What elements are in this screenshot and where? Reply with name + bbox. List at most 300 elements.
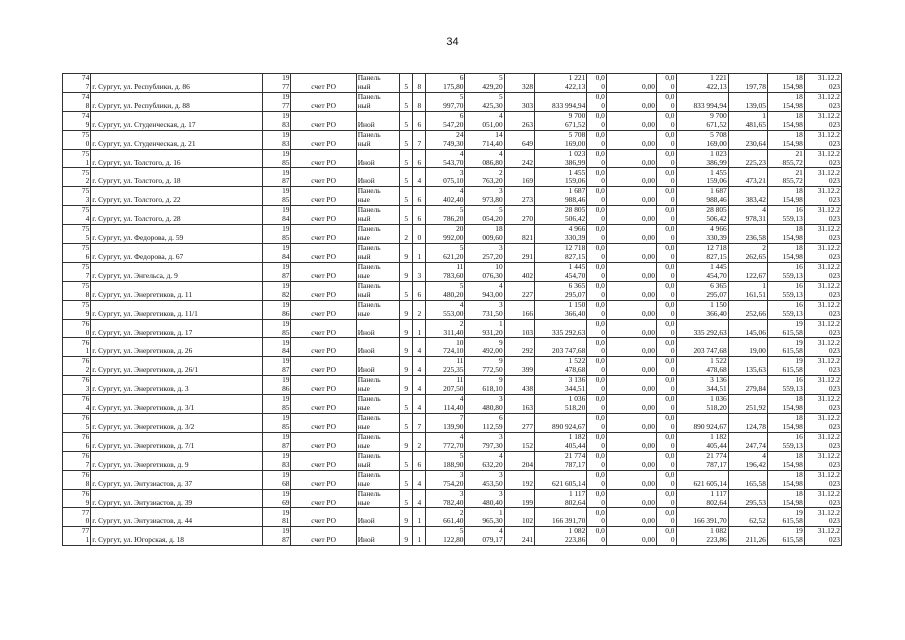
- table-cell-a1: 5 621,20: [426, 244, 465, 263]
- table-cell-r1: 225,23: [728, 149, 767, 168]
- table-cell-dt: 31.12.2 023: [804, 414, 841, 433]
- table-cell-a3: 270: [504, 206, 534, 225]
- table-cell-a2: 2 763,20: [465, 168, 504, 187]
- table-cell-n: 75 4: [63, 206, 91, 225]
- table-cell-s2: 0,00: [606, 300, 656, 319]
- table-cell-a1: 2 661,40: [426, 508, 465, 527]
- table-cell-addr: г. Сургут, ул. Студенческая, д. 17: [91, 111, 263, 130]
- table-cell-en: 4: [413, 489, 426, 508]
- table-row: [63, 432, 842, 451]
- table-cell-s2: 0,00: [606, 357, 656, 376]
- table-cell-acc: счет РО: [291, 187, 356, 206]
- table-cell-mat: Иной: [356, 527, 400, 546]
- table-cell-r1: 165,58: [728, 470, 767, 489]
- table-cell-a3: 277: [504, 414, 534, 433]
- table-cell-r2: 21 855,72: [767, 168, 804, 187]
- table-cell-dt: 31.12.2 023: [804, 338, 841, 357]
- table-cell-s2: 0,00: [606, 527, 656, 546]
- table-cell-a2: 1 965,30: [465, 508, 504, 527]
- table-cell-s3: 166 391,70: [676, 508, 728, 527]
- table-cell-s1: 9 700 671,52: [535, 111, 587, 130]
- table-cell-s3: 621 605,14: [676, 470, 728, 489]
- table-row: [63, 206, 842, 225]
- table-cell-r2: 19 615,58: [767, 357, 804, 376]
- table-cell-z1: 0,0 0: [587, 414, 607, 433]
- table-cell-r1: 1 481,65: [728, 111, 767, 130]
- table-cell-mat: Иной: [356, 338, 400, 357]
- table-cell-fl: 5: [400, 206, 413, 225]
- table-cell-n: 75 3: [63, 187, 91, 206]
- table-cell-z2: 0,0 0: [656, 225, 676, 244]
- table-cell-mat: Панель ные: [356, 395, 400, 414]
- table-cell-y: 19 85: [263, 395, 291, 414]
- table-cell-a3: 199: [504, 489, 534, 508]
- table-cell-z2: 0,0 0: [656, 508, 676, 527]
- table-cell-fl: 5: [400, 451, 413, 470]
- table-cell-dt: 31.12.2 023: [804, 508, 841, 527]
- table-cell-s2: 0,00: [606, 432, 656, 451]
- table-cell-z1: 0,0 0: [587, 376, 607, 395]
- table-cell-acc: счет РО: [291, 527, 356, 546]
- table-row: [63, 300, 842, 319]
- table-cell-s3: 1 150 366,40: [676, 300, 728, 319]
- table-cell-n: 75 9: [63, 300, 91, 319]
- table-cell-r2: 16 559,13: [767, 262, 804, 281]
- table-cell-a1: 5 122,80: [426, 527, 465, 546]
- table-cell-a2: 4 051,00: [465, 111, 504, 130]
- table-cell-r2: 18 154,98: [767, 414, 804, 433]
- table-row: [63, 225, 842, 244]
- table-cell-a2: 18 009,60: [465, 225, 504, 244]
- table-cell-y: 19 84: [263, 206, 291, 225]
- table-cell-r1: 252,66: [728, 300, 767, 319]
- table-cell-z2: 0,0 0: [656, 432, 676, 451]
- table-cell-y: 19 68: [263, 470, 291, 489]
- table-row: [63, 92, 842, 111]
- table-cell-s2: 0,00: [606, 74, 656, 93]
- page-number: 34: [446, 36, 459, 48]
- table-cell-n: 76 6: [63, 432, 91, 451]
- table-cell-addr: г. Сургут, ул. Энергетиков, д. 17: [91, 319, 263, 338]
- table-cell-addr: г. Сургут, ул. Энергетиков, д. 26/1: [91, 357, 263, 376]
- table-cell-dt: 31.12.2 023: [804, 319, 841, 338]
- table-cell-en: 2: [413, 432, 426, 451]
- table-cell-y: 19 83: [263, 451, 291, 470]
- table-cell-fl: 5: [400, 74, 413, 93]
- table-cell-a2: 3 797,30: [465, 432, 504, 451]
- table-cell-acc: счет РО: [291, 470, 356, 489]
- table-cell-fl: 2: [400, 225, 413, 244]
- table-cell-addr: г. Сургут, ул. Энергетиков, д. 26: [91, 338, 263, 357]
- table-cell-en: 0: [413, 225, 426, 244]
- table-cell-z1: 0,0 0: [587, 357, 607, 376]
- table-cell-a2: 9 492,00: [465, 338, 504, 357]
- table-cell-acc: счет РО: [291, 395, 356, 414]
- table-cell-s1: 1 182 405,44: [535, 432, 587, 451]
- table-cell-r1: 230,64: [728, 130, 767, 149]
- table-cell-s3: 1 117 802,64: [676, 489, 728, 508]
- table-cell-y: 19 84: [263, 244, 291, 263]
- table-cell-a2: 3 257,20: [465, 244, 504, 263]
- table-cell-s3: 1 036 518,20: [676, 395, 728, 414]
- table-cell-n: 76 1: [63, 338, 91, 357]
- table-cell-s2: 0,00: [606, 187, 656, 206]
- table-cell-mat: Иной: [356, 357, 400, 376]
- table-cell-a3: 152: [504, 432, 534, 451]
- table-cell-acc: счет РО: [291, 376, 356, 395]
- table-cell-y: 19 81: [263, 508, 291, 527]
- table-cell-z2: 0,0 0: [656, 281, 676, 300]
- table-cell-addr: г. Сургут, ул. Энергетиков, д. 9: [91, 451, 263, 470]
- table-cell-acc: счет РО: [291, 149, 356, 168]
- table-cell-z2: 0,0 0: [656, 149, 676, 168]
- table-cell-r1: 4 196,42: [728, 451, 767, 470]
- table-cell-dt: 31.12.2 023: [804, 111, 841, 130]
- table-row: [63, 376, 842, 395]
- table-cell-n: 76 7: [63, 451, 91, 470]
- table-cell-r2: 16 559,13: [767, 432, 804, 451]
- table-cell-y: 19 77: [263, 92, 291, 111]
- table-cell-acc: счет РО: [291, 508, 356, 527]
- table-cell-s1: 890 924,67: [535, 414, 587, 433]
- table-cell-z1: 0,0 0: [587, 74, 607, 93]
- table-cell-y: 19 83: [263, 130, 291, 149]
- table-cell-s1: 28 805 506,42: [535, 206, 587, 225]
- table-cell-s1: 833 994,94: [535, 92, 587, 111]
- table-cell-dt: 31.12.2 023: [804, 74, 841, 93]
- table-cell-y: 19 85: [263, 187, 291, 206]
- table-cell-en: 4: [413, 376, 426, 395]
- table-cell-z2: 0,0 0: [656, 357, 676, 376]
- table-cell-dt: 31.12.2 023: [804, 206, 841, 225]
- table-cell-r2: 19 615,58: [767, 508, 804, 527]
- table-row: [63, 338, 842, 357]
- table-cell-r1: 135,63: [728, 357, 767, 376]
- table-cell-a2: 3 973,80: [465, 187, 504, 206]
- table-cell-a1: 4 772,70: [426, 432, 465, 451]
- table-cell-a1: 11 225,35: [426, 357, 465, 376]
- table-cell-s2: 0,00: [606, 319, 656, 338]
- table-cell-r2: 18 154,98: [767, 244, 804, 263]
- table-cell-dt: 31.12.2 023: [804, 451, 841, 470]
- table-cell-a2: 10 076,30: [465, 262, 504, 281]
- table-cell-y: 19 85: [263, 319, 291, 338]
- table-cell-s1: 1 082 223,86: [535, 527, 587, 546]
- table-cell-y: 19 84: [263, 338, 291, 357]
- table-cell-mat: Панель ный: [356, 74, 400, 93]
- table-cell-s3: 28 805 506,42: [676, 206, 728, 225]
- table-cell-en: 6: [413, 281, 426, 300]
- table-cell-r2: 18 154,98: [767, 92, 804, 111]
- table-cell-addr: г. Сургут, ул. Энергетиков, д. 3/2: [91, 414, 263, 433]
- table-cell-n: 75 0: [63, 130, 91, 149]
- table-cell-s3: 335 292,63: [676, 319, 728, 338]
- table-cell-z1: 0,0 0: [587, 508, 607, 527]
- table-cell-mat: Панель ные: [356, 225, 400, 244]
- table-cell-n: 74 8: [63, 92, 91, 111]
- table-cell-s2: 0,00: [606, 376, 656, 395]
- table-cell-n: 75 6: [63, 244, 91, 263]
- table-cell-s1: 621 605,14: [535, 470, 587, 489]
- table-cell-fl: 5: [400, 281, 413, 300]
- table-cell-dt: 31.12.2 023: [804, 489, 841, 508]
- table-cell-a2: 5 429,20: [465, 74, 504, 93]
- table-cell-a1: 3 075,10: [426, 168, 465, 187]
- table-cell-addr: г. Сургут, ул. Студенческая, д. 21: [91, 130, 263, 149]
- table-cell-s3: 1 221 422,13: [676, 74, 728, 93]
- table-cell-n: 75 1: [63, 149, 91, 168]
- table-cell-r2: 18 154,98: [767, 74, 804, 93]
- table-cell-r2: 18 154,98: [767, 111, 804, 130]
- table-cell-a1: 20 992,00: [426, 225, 465, 244]
- table-cell-s3: 1 522 478,68: [676, 357, 728, 376]
- table-cell-s2: 0,00: [606, 206, 656, 225]
- table-cell-addr: г. Сургут, ул. Энтузиастов, д. 44: [91, 508, 263, 527]
- table-cell-s3: 1 455 159,06: [676, 168, 728, 187]
- table-cell-y: 19 85: [263, 149, 291, 168]
- table-cell-dt: 31.12.2 023: [804, 470, 841, 489]
- table-cell-z1: 0,0 0: [587, 451, 607, 470]
- table-cell-a2: 9 772,50: [465, 357, 504, 376]
- table-cell-a3: 328: [504, 74, 534, 93]
- table-cell-z1: 0,0 0: [587, 319, 607, 338]
- table-cell-s1: 1 117 802,64: [535, 489, 587, 508]
- table-cell-s2: 0,00: [606, 338, 656, 357]
- table-cell-z2: 0,0 0: [656, 206, 676, 225]
- table-cell-mat: Панель ные: [356, 489, 400, 508]
- table-cell-s2: 0,00: [606, 489, 656, 508]
- table-cell-z1: 0,0 0: [587, 527, 607, 546]
- table-cell-a2: 5 425,30: [465, 92, 504, 111]
- table-cell-addr: г. Сургут, ул. Республики, д. 86: [91, 74, 263, 93]
- table-row: [63, 111, 842, 130]
- table-cell-acc: счет РО: [291, 130, 356, 149]
- table-cell-r1: 2 262,65: [728, 244, 767, 263]
- table-cell-acc: счет РО: [291, 244, 356, 263]
- table-cell-addr: г. Сургут, ул. Энергетиков, д. 7/1: [91, 432, 263, 451]
- table-row: [63, 451, 842, 470]
- table-cell-fl: 5: [400, 470, 413, 489]
- table-cell-acc: счет РО: [291, 489, 356, 508]
- table-row: [63, 262, 842, 281]
- table-cell-n: 76 2: [63, 357, 91, 376]
- table-body: [63, 74, 842, 546]
- table-cell-a1: 24 749,30: [426, 130, 465, 149]
- table-cell-s2: 0,00: [606, 508, 656, 527]
- table-cell-z1: 0,0 0: [587, 225, 607, 244]
- table-cell-z1: 0,0 0: [587, 111, 607, 130]
- table-cell-addr: г. Сургут, ул. Республики, д. 88: [91, 92, 263, 111]
- table-cell-z1: 0,0 0: [587, 395, 607, 414]
- table-cell-s3: 1 687 988,46: [676, 187, 728, 206]
- table-cell-acc: счет РО: [291, 92, 356, 111]
- table-cell-fl: 9: [400, 244, 413, 263]
- table-cell-addr: г. Сургут, ул. Энергетиков, д. 11/1: [91, 300, 263, 319]
- table-cell-n: 74 9: [63, 111, 91, 130]
- table-cell-z1: 0,0 0: [587, 92, 607, 111]
- table-cell-a1: 11 207,50: [426, 376, 465, 395]
- table-cell-en: 3: [413, 262, 426, 281]
- table-cell-en: 6: [413, 111, 426, 130]
- table-cell-acc: счет РО: [291, 281, 356, 300]
- table-cell-r2: 18 154,98: [767, 187, 804, 206]
- table-cell-addr: г. Сургут, ул. Энергетиков, д. 3: [91, 376, 263, 395]
- table-cell-dt: 31.12.2 023: [804, 357, 841, 376]
- table-cell-z2: 0,0 0: [656, 111, 676, 130]
- table-cell-a3: 438: [504, 376, 534, 395]
- table-cell-s1: 1 150 366,40: [535, 300, 587, 319]
- table-row: [63, 149, 842, 168]
- table-cell-s3: 5 708 169,00: [676, 130, 728, 149]
- table-cell-r2: 18 154,98: [767, 470, 804, 489]
- table-cell-r2: 19 615,58: [767, 527, 804, 546]
- table-row: [63, 130, 842, 149]
- table-cell-s1: 6 365 295,07: [535, 281, 587, 300]
- table-cell-fl: 5: [400, 395, 413, 414]
- table-cell-s2: 0,00: [606, 130, 656, 149]
- table-cell-r1: 197,78: [728, 74, 767, 93]
- table-cell-dt: 31.12.2 023: [804, 244, 841, 263]
- table-cell-z1: 0,0 0: [587, 187, 607, 206]
- table-cell-en: 1: [413, 508, 426, 527]
- table-cell-addr: г. Сургут, ул. Энтузиастов, д. 39: [91, 489, 263, 508]
- table-cell-en: 7: [413, 414, 426, 433]
- table-cell-addr: г. Сургут, ул. Федорова, д. 59: [91, 225, 263, 244]
- table-cell-a1: 7 139,90: [426, 414, 465, 433]
- table-cell-mat: Панель ный: [356, 244, 400, 263]
- table-cell-n: 77 0: [63, 508, 91, 527]
- table-cell-addr: г. Сургут, ул. Югорская, д. 18: [91, 527, 263, 546]
- table-cell-s3: 1 182 405,44: [676, 432, 728, 451]
- table-cell-z2: 0,0 0: [656, 376, 676, 395]
- table-cell-s1: 1 455 159,06: [535, 168, 587, 187]
- table-cell-r1: 122,67: [728, 262, 767, 281]
- table-cell-z2: 0,0 0: [656, 187, 676, 206]
- table-cell-n: 76 0: [63, 319, 91, 338]
- table-cell-a3: 821: [504, 225, 534, 244]
- table-cell-a3: 291: [504, 244, 534, 263]
- table-cell-a1: 10 724,10: [426, 338, 465, 357]
- table-cell-r2: 18 154,98: [767, 225, 804, 244]
- table-cell-s2: 0,00: [606, 451, 656, 470]
- table-cell-n: 76 4: [63, 395, 91, 414]
- table-cell-acc: счет РО: [291, 357, 356, 376]
- table-row: [63, 357, 842, 376]
- table-cell-fl: 5: [400, 149, 413, 168]
- table-cell-mat: Панель ные: [356, 470, 400, 489]
- table-cell-acc: счет РО: [291, 414, 356, 433]
- table-cell-r1: 383,42: [728, 187, 767, 206]
- table-cell-a3: 103: [504, 319, 534, 338]
- table-cell-addr: г. Сургут, ул. Энтузиастов, д. 37: [91, 470, 263, 489]
- table-cell-z2: 0,0 0: [656, 395, 676, 414]
- table-cell-r1: 295,53: [728, 489, 767, 508]
- table-cell-mat: Панель ный: [356, 206, 400, 225]
- table-cell-mat: Панель ные: [356, 187, 400, 206]
- table-cell-a1: 5 786,20: [426, 206, 465, 225]
- table-cell-z1: 0,0 0: [587, 489, 607, 508]
- table-cell-en: 4: [413, 470, 426, 489]
- table-cell-s2: 0,00: [606, 470, 656, 489]
- table-cell-z1: 0,0 0: [587, 244, 607, 263]
- table-cell-fl: 5: [400, 111, 413, 130]
- table-cell-a1: 6 175,80: [426, 74, 465, 93]
- table-cell-acc: счет РО: [291, 432, 356, 451]
- table-cell-dt: 31.12.2 023: [804, 300, 841, 319]
- table-cell-z2: 0,0 0: [656, 262, 676, 281]
- table-cell-en: 4: [413, 395, 426, 414]
- table-cell-s3: 890 924,67: [676, 414, 728, 433]
- table-cell-a1: 5 480,20: [426, 281, 465, 300]
- table-cell-acc: счет РО: [291, 319, 356, 338]
- table-cell-s3: 1 082 223,86: [676, 527, 728, 546]
- table-cell-a1: 5 188,90: [426, 451, 465, 470]
- table-cell-a1: 6 547,20: [426, 111, 465, 130]
- table-cell-fl: 9: [400, 432, 413, 451]
- table-cell-mat: Иной: [356, 111, 400, 130]
- table-cell-n: 75 7: [63, 262, 91, 281]
- table-row: [63, 527, 842, 546]
- table-cell-en: 7: [413, 130, 426, 149]
- table-cell-dt: 31.12.2 023: [804, 92, 841, 111]
- table-cell-a2: 3 480,40: [465, 489, 504, 508]
- table-cell-s1: 4 966 330,39: [535, 225, 587, 244]
- table-cell-z1: 0,0 0: [587, 470, 607, 489]
- table-cell-y: 19 87: [263, 168, 291, 187]
- table-cell-dt: 31.12.2 023: [804, 225, 841, 244]
- table-cell-r2: 21 855,72: [767, 149, 804, 168]
- table-cell-n: 75 2: [63, 168, 91, 187]
- table-cell-y: 19 82: [263, 281, 291, 300]
- table-cell-a2: 3 731,50: [465, 300, 504, 319]
- table-cell-s1: 1 036 518,20: [535, 395, 587, 414]
- table-cell-a3: 292: [504, 338, 534, 357]
- table-cell-s1: 335 292,63: [535, 319, 587, 338]
- table-cell-acc: счет РО: [291, 206, 356, 225]
- table-cell-a3: 263: [504, 111, 534, 130]
- table-cell-a3: 303: [504, 92, 534, 111]
- table-row: [63, 168, 842, 187]
- table-cell-a1: 3 782,40: [426, 489, 465, 508]
- table-cell-fl: 9: [400, 300, 413, 319]
- table-cell-s1: 12 718 827,15: [535, 244, 587, 263]
- table-cell-acc: счет РО: [291, 262, 356, 281]
- table-cell-a1: 2 311,40: [426, 319, 465, 338]
- table-cell-z2: 0,0 0: [656, 489, 676, 508]
- table-cell-r2: 18 154,98: [767, 489, 804, 508]
- table-cell-a1: 4 402,40: [426, 187, 465, 206]
- table-cell-s3: 1 445 454,70: [676, 262, 728, 281]
- table-cell-y: 19 87: [263, 357, 291, 376]
- table-cell-a3: 649: [504, 130, 534, 149]
- table-cell-y: 19 87: [263, 527, 291, 546]
- table-cell-addr: г. Сургут, ул. Энгельса, д. 9: [91, 262, 263, 281]
- table-cell-acc: счет РО: [291, 300, 356, 319]
- table-cell-s2: 0,00: [606, 244, 656, 263]
- table-cell-r1: 19,00: [728, 338, 767, 357]
- table-cell-s2: 0,00: [606, 281, 656, 300]
- table-cell-y: 19 87: [263, 262, 291, 281]
- table-cell-a2: 1 931,20: [465, 319, 504, 338]
- table-row: [63, 414, 842, 433]
- table-cell-en: 1: [413, 244, 426, 263]
- table-cell-s2: 0,00: [606, 111, 656, 130]
- table-cell-en: 1: [413, 527, 426, 546]
- table-cell-addr: г. Сургут, ул. Толстого, д. 22: [91, 187, 263, 206]
- table-cell-acc: счет РО: [291, 451, 356, 470]
- table-cell-z2: 0,0 0: [656, 130, 676, 149]
- table-cell-y: 19 69: [263, 489, 291, 508]
